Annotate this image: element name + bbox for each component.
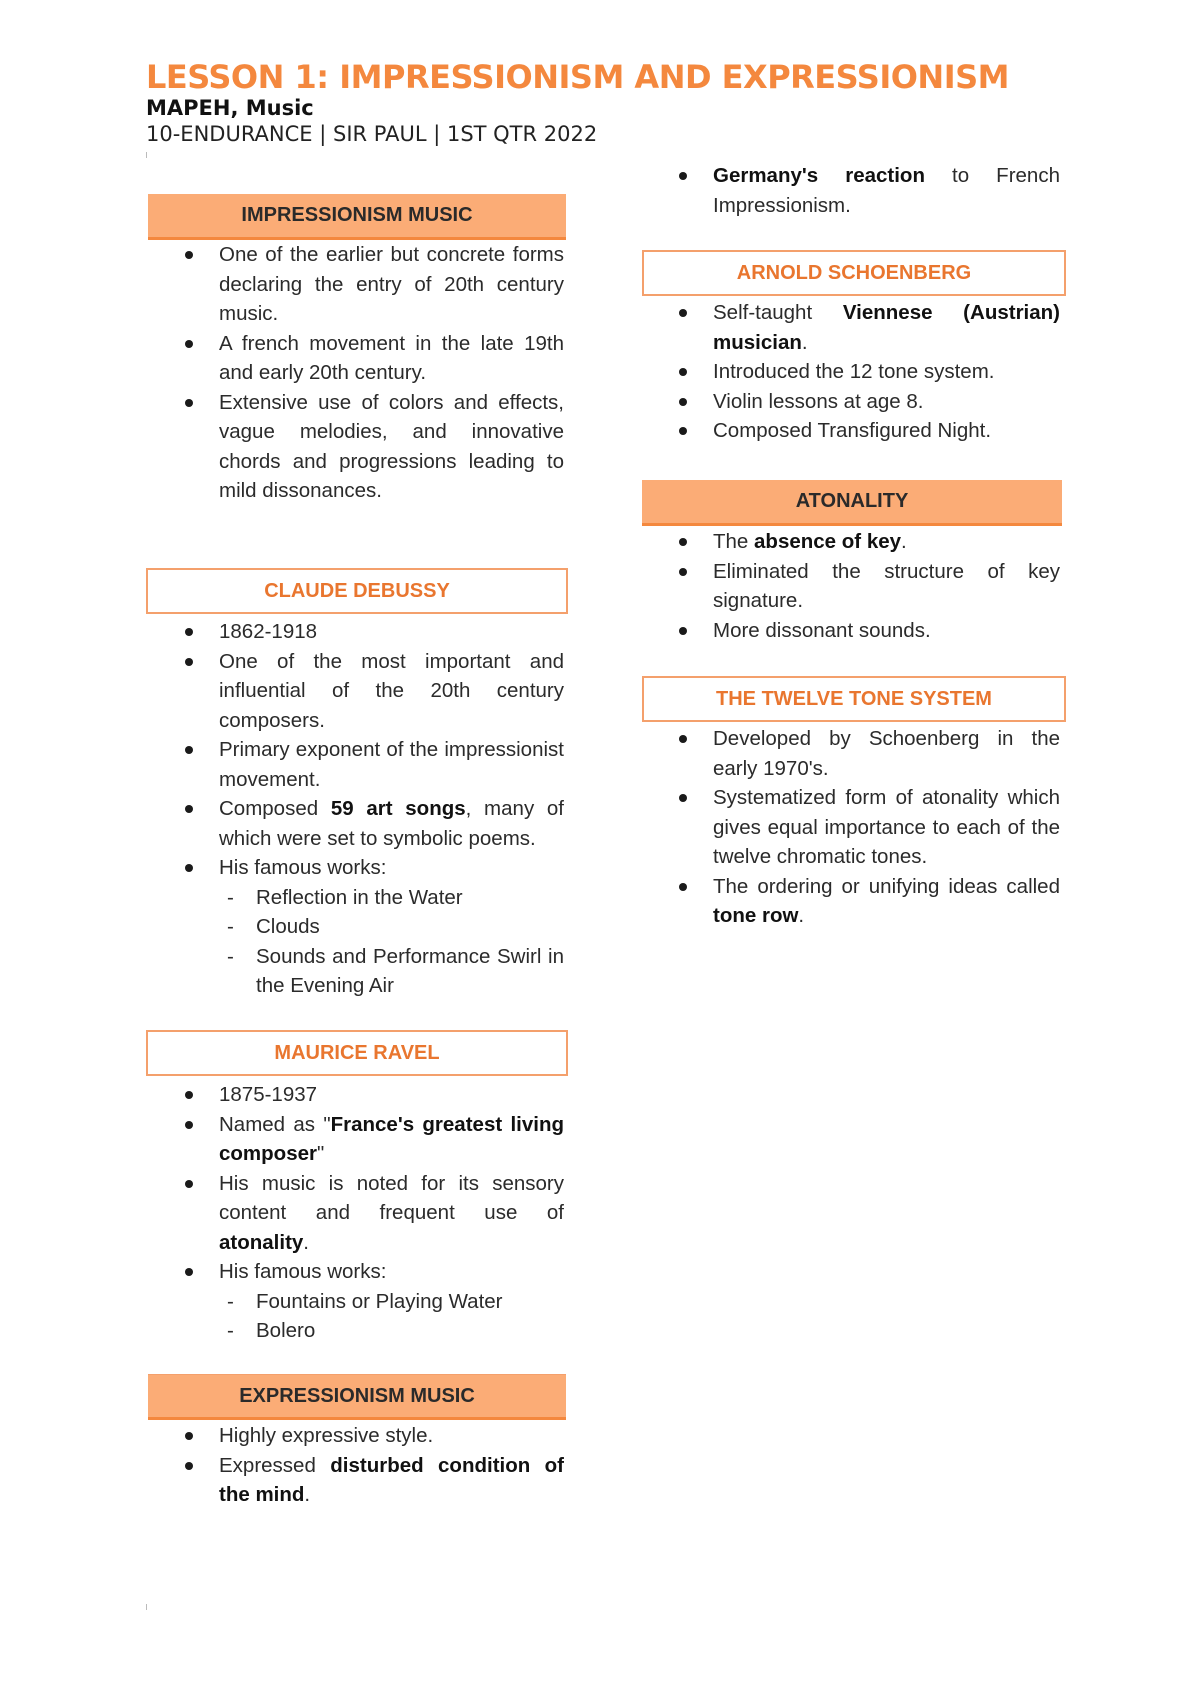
impressionism-list — [148, 240, 566, 506]
list-item: 1875-1937 — [148, 1080, 566, 1110]
list-item: More dissonant sounds. — [642, 616, 1062, 646]
list-item: One of the earlier but concrete forms declaring the entry of 20th century music. — [148, 240, 566, 329]
page-title: LESSON 1: IMPRESSIONISM AND EXPRESSIONISM — [146, 58, 1009, 96]
list-item: Introduced the 12 tone system. — [642, 357, 1062, 387]
work-item: - Reflection in the Water — [219, 883, 564, 913]
margin-mark — [146, 1604, 147, 1610]
list-item: Eliminated the structure of key signature. — [642, 557, 1062, 616]
subject-line: MAPEH, Music — [146, 96, 314, 120]
list-item: His music is noted for its sensory content and frequent use of atonality. — [148, 1169, 566, 1258]
work-item: - Clouds — [219, 912, 564, 942]
list-item: Self-taught Viennese (Austrian) musician. — [642, 298, 1062, 357]
list-item: Highly expressive style. — [148, 1421, 566, 1451]
section-header-atonality: ATONALITY — [642, 480, 1062, 526]
work-item: - Bolero — [219, 1316, 564, 1346]
expressionism-list — [148, 1421, 566, 1510]
list-item: Developed by Schoenberg in the early 1970's. — [642, 724, 1062, 783]
expressionism-list-continued — [642, 161, 1062, 220]
list-item: The ordering or unifying ideas called tone row. — [642, 872, 1062, 931]
list-item: A french movement in the late 19th and early 20th century. — [148, 329, 566, 388]
list-item: Composed Transfigured Night. — [642, 416, 1062, 446]
section-header-impressionism: IMPRESSIONISM MUSIC — [148, 194, 566, 240]
twelve-tone-list — [642, 724, 1062, 931]
list-item: Expressed disturbed condition of the mind. — [148, 1451, 566, 1510]
class-meta-line: 10-ENDURANCE | SIR PAUL | 1ST QTR 2022 — [146, 122, 598, 146]
section-header-ravel: MAURICE RAVEL — [146, 1030, 568, 1076]
list-item: His famous works: - Fountains or Playing Water - Bolero — [148, 1257, 566, 1346]
list-item: One of the most important and influential of the 20th century composers. — [148, 647, 566, 736]
list-item: Violin lessons at age 8. — [642, 387, 1062, 417]
section-header-twelve-tone: THE TWELVE TONE SYSTEM — [642, 676, 1066, 722]
schoenberg-list — [642, 298, 1062, 446]
list-item: Named as "France's greatest living composer" — [148, 1110, 566, 1169]
section-header-debussy: CLAUDE DEBUSSY — [146, 568, 568, 614]
atonality-list — [642, 527, 1062, 645]
work-item: - Sounds and Performance Swirl in the Evening Air — [219, 942, 564, 1001]
ravel-works-list — [219, 1287, 564, 1346]
list-item: Systematized form of atonality which gives equal importance to each of the twelve chromatic tones. — [642, 783, 1062, 872]
list-item: Composed 59 art songs, many of which were set to symbolic poems. — [148, 794, 566, 853]
section-header-schoenberg: ARNOLD SCHOENBERG — [642, 250, 1066, 296]
debussy-works-list — [219, 883, 564, 1001]
debussy-list — [148, 617, 566, 1001]
ravel-list — [148, 1080, 566, 1346]
list-item: The absence of key. — [642, 527, 1062, 557]
work-item: - Fountains or Playing Water — [219, 1287, 564, 1317]
list-item: Extensive use of colors and effects, vague melodies, and innovative chords and progressions leading to mild dissonances. — [148, 388, 566, 506]
margin-mark — [146, 152, 147, 158]
section-header-expressionism: EXPRESSIONISM MUSIC — [148, 1374, 566, 1420]
list-item: 1862-1918 — [148, 617, 566, 647]
list-item: Germany's reaction to French Impressionism. — [642, 161, 1062, 220]
list-item: His famous works: - Reflection in the Water - Clouds - Sounds and Performance Swirl in the Evening Air — [148, 853, 566, 1001]
list-item: Primary exponent of the impressionist movement. — [148, 735, 566, 794]
